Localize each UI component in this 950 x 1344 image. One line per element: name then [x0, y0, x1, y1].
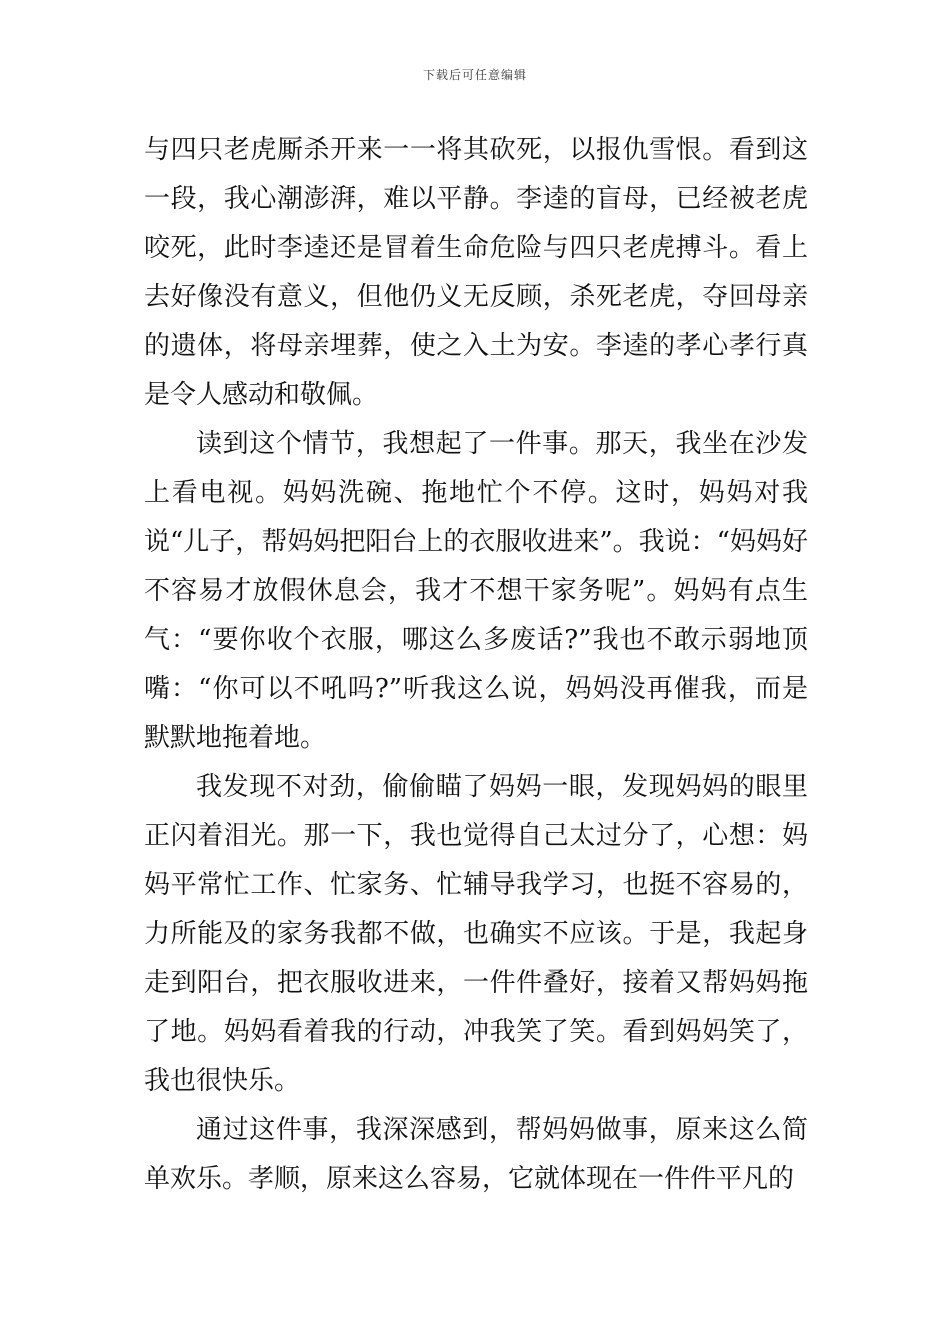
paragraph-1: 与四只老虎厮杀开来一一将其砍死，以报仇雪恨。看到这一段，我心潮澎湃，难以平静。李逵的盲母，已经被老虎咬死，此时李逵还是冒着生命危险与四只老虎搏斗。看上去好像没有意义，但他仍义无反顾，杀死老虎，夺回母亲的遗体，将母亲埋葬，使之入土为安。李逵的孝心孝行真是令人感动和敬佩。 — [144, 135, 808, 410]
paragraph-3: 我发现不对劲，偷偷瞄了妈妈一眼，发现妈妈的眼里正闪着泪光。那一下，我也觉得自己太过分了，心想：妈妈平常忙工作、忙家务、忙辅导我学习，也挺不容易的，力所能及的家务我都不做，也确实不应该。于是，我起身走到阳台，把衣服收进来，一件件叠好，接着又帮妈妈拖了地。妈妈看着我的行动，冲我笑了笑。看到妈妈笑了，我也很快乐。 — [144, 772, 808, 1096]
paragraph-2: 读到这个情节，我想起了一件事。那天，我坐在沙发上看电视。妈妈洗碗、拖地忙个不停。这时，妈妈对我说“儿子，帮妈妈把阳台上的衣服收进来”。我说：“妈妈好不容易才放假休息会，我才不想干家务呢”。妈妈有点生气：“要你收个衣服，哪这么多废话?”我也不敢示弱地顶嘴：“你可以不吼吗?”听我这么说，妈妈没再催我，而是默默地拖着地。 — [144, 429, 808, 753]
paragraph-4: 通过这件事，我深深感到，帮妈妈做事，原来这么简单欢乐。孝顺，原来这么容易，它就体现在一件件平凡的 — [144, 1115, 808, 1194]
page-header: 下载后可任意编辑 — [422, 68, 527, 82]
document-body — [144, 126, 808, 1204]
